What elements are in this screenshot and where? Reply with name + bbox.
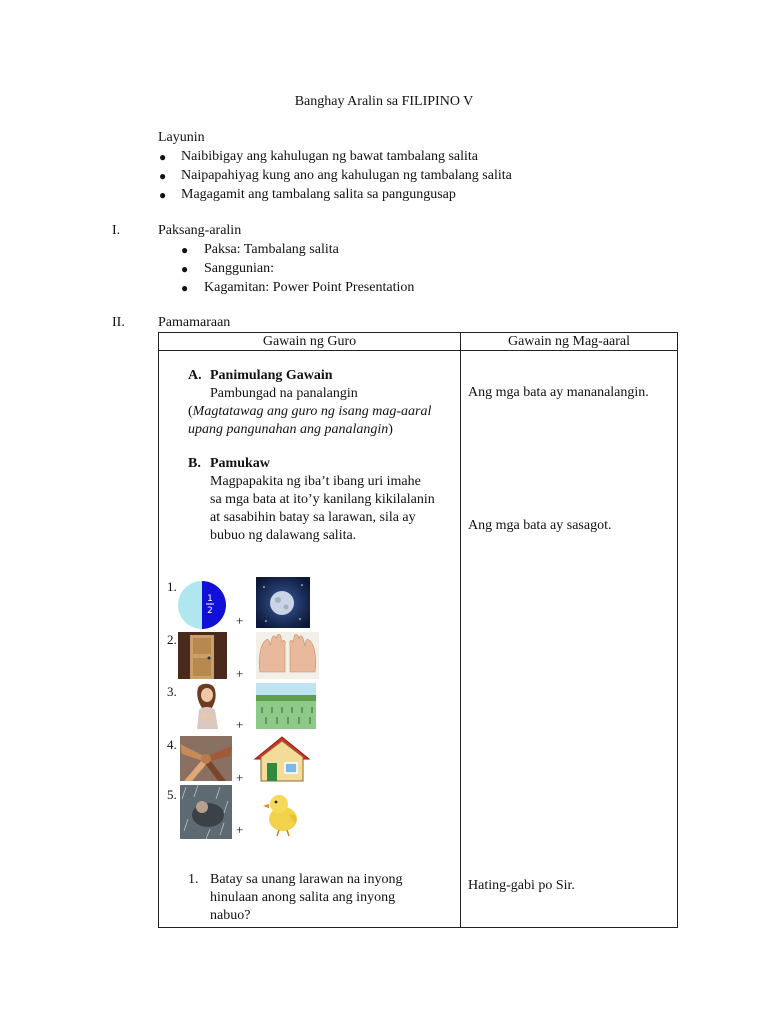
pamamaraan-table	[158, 332, 678, 928]
plus-sign: +	[236, 770, 244, 785]
step-note	[188, 404, 431, 420]
layunin-heading: Layunin	[158, 130, 205, 145]
note-italic: upang pangunahan ang panalangin	[188, 422, 389, 437]
step-marker: B.	[188, 456, 201, 471]
bullet-icon: ●	[181, 281, 189, 295]
note-italic: Magtatawag ang guro ng isang mag-aaral	[192, 404, 432, 419]
paren-open: (	[188, 404, 193, 419]
question-text: hinulaan anong salita ang inyong	[210, 890, 396, 905]
plus-sign: +	[236, 666, 244, 681]
student-response: Ang mga bata ay mananalangin.	[468, 385, 649, 400]
bullet-icon: ●	[159, 150, 167, 164]
column-header-guro: Gawain ng Guro	[159, 333, 461, 351]
layunin-item: Naibibigay ang kahulugan ng bawat tambalang salita	[181, 149, 479, 164]
palms-icon	[256, 632, 319, 679]
step-heading: Panimulang Gawain	[210, 368, 333, 383]
column-header-mag-aaral: Gawain ng Mag-aaral	[461, 333, 678, 351]
pair-number: 3.	[167, 684, 177, 699]
rain-icon	[180, 785, 232, 839]
section-numeral: I.	[112, 223, 121, 238]
chick-icon	[259, 789, 305, 837]
bullet-icon: ●	[181, 243, 189, 257]
fraction-denominator: 2	[207, 606, 213, 616]
question-text: nabuo?	[210, 908, 251, 923]
student-response: Hating-gabi po Sir.	[468, 878, 575, 893]
house-icon	[253, 735, 311, 783]
layunin-item: Naipapahiyag kung ano ang kahulugan ng tambalang salita	[181, 168, 512, 183]
step-text: Magpapakita ng iba’t ibang uri imahe	[210, 474, 421, 489]
layunin-item: Magagamit ang tambalang salita sa pangungusap	[181, 187, 456, 202]
paksa-item: Kagamitan: Power Point Presentation	[204, 280, 415, 295]
question-text: Batay sa unang larawan na inyong	[210, 872, 403, 887]
step-note	[188, 422, 393, 438]
mag-aaral-cell	[461, 351, 678, 928]
guro-cell	[159, 351, 461, 928]
half-circle-icon	[177, 580, 227, 630]
rice-field-icon	[256, 683, 316, 729]
step-heading: Pamukaw	[210, 456, 270, 471]
section-heading: Pamamaraan	[158, 315, 231, 330]
paksa-item: Paksa: Tambalang salita	[204, 242, 339, 257]
question-number: 1.	[188, 872, 199, 887]
step-text: sa mga bata at ito’y kanilang kikilalanin	[210, 492, 435, 507]
bullet-icon: ●	[159, 169, 167, 183]
bullet-icon: ●	[159, 188, 167, 202]
page-title: Banghay Aralin sa FILIPINO V	[294, 94, 474, 109]
student-response: Ang mga bata ay sasagot.	[468, 518, 612, 533]
section-heading: Paksang-aralin	[158, 223, 242, 238]
paren-close: )	[388, 422, 393, 437]
door-icon	[178, 632, 227, 679]
step-marker: A.	[188, 368, 202, 383]
moon-icon	[256, 577, 310, 628]
joined-hands-icon	[180, 736, 232, 781]
pair-number: 1.	[167, 579, 177, 594]
step-text: bubuo ng dalawang salita.	[210, 528, 357, 543]
step-text: Pambungad na panalangin	[210, 386, 358, 401]
step-text: at sasabihin batay sa larawan, sila ay	[210, 510, 416, 525]
pair-number: 2.	[167, 632, 177, 647]
plus-sign: +	[236, 613, 244, 628]
pair-number: 4.	[167, 737, 177, 752]
bullet-icon: ●	[181, 262, 189, 276]
girl-icon	[188, 682, 226, 729]
fraction-numerator: 1	[207, 594, 213, 604]
pair-number: 5.	[167, 787, 177, 802]
paksa-item: Sanggunian:	[204, 261, 274, 276]
section-numeral: II.	[112, 315, 125, 330]
plus-sign: +	[236, 822, 244, 837]
plus-sign: +	[236, 717, 244, 732]
